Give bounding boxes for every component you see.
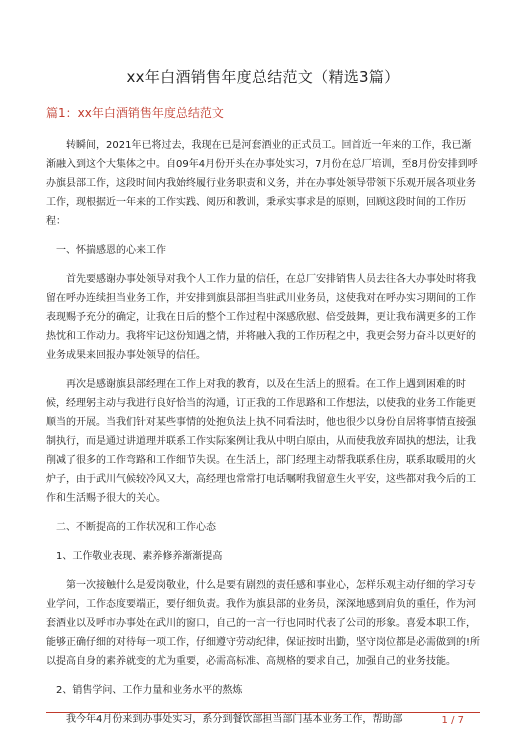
paragraph: 转瞬间，2021年已将过去，我现在已是河套酒业的正式员工。回首近一年来的工作，我已渐渐融入到这个大集体之中。自09年4月份开头在办事处实习，7月份在总厂培训，至8月份安排到呼办旗县部工作，这段时间内我始终履行业务职责和义务，并在办事处领导带领下乐观开展各项业务工作，现根据近一年来的工作实践、阅历和教训，秉承实事求是的原则，回顾这段时间的工作历程： <box>46 140 478 227</box>
page-indicator: 1 / 7 <box>441 715 464 726</box>
paragraph: 我今年4月份来到办事处实习，系分到餐饮部担当部门基本业务工作，帮助部 <box>66 714 403 725</box>
footer-divider <box>46 712 480 713</box>
subheading: 2、销售学问、工作力量和业务水平的熬炼 <box>56 685 243 696</box>
subheading: 1、工作敬业表现、素养修养渐渐提高 <box>56 551 223 562</box>
subheading: 二、不断提高的工作状况和工作心态 <box>56 522 216 533</box>
paragraph: 第一次接触什么是爱岗敬业，什么是要有剧烈的责任感和事业心，怎样乐观主动仔细的学习专业学问，工作态度要端正，要仔细负责。我作为旗县部的业务员，深深地感到肩负的重任，作为河套酒业以及呼市办事处在武川的窗口，自己的一言一行也同时代表了公司的形象。喜爱本职工作，能够正确仔细的对待每一项工作，仔细遵守劳动纪律，保证按时出勤，坚守岗位都是必需做到的!所以提高自身的素养就变的尤为重要，必需高标准、高规格的要求自己，加强自己的业务技能。 <box>46 580 481 667</box>
section-title: 篇1：xx年白酒销售年度总结范文 <box>46 106 224 120</box>
document-body <box>46 136 480 729</box>
paragraph: 首先要感谢办事处领导对我个人工作力量的信任，在总厂安排销售人员去往各大办事处时将我留在呼办连续担当业务工作，并安排到旗县部担当驻武川业务员，这使我对在呼办实习期间的工作表现赐予充分的确定，让我在日后的整个工作过程中深感欣慰、倍受鼓舞，更让我布满更多的工作热忱和工作动力。我将牢记这份知遇之情，并将融入我的工作历程之中，我更会努力奋斗以更好的业务成果来回报办事处领导的信任。 <box>46 274 476 361</box>
document-title: xx年白酒销售年度总结范文（精选3篇） <box>126 68 400 86</box>
paragraph: 再次是感谢旗县部经理在工作上对我的教育，以及在生活上的照看。在工作上遇到困难的时候，经理躬主动与我进行良好恰当的沟通，订正我的工作思路和工作想法，以使我的业务工作能更顺当的开展。当我们针对某些事情的处抱负法上执不同看法时，他也很少以身份自居将事情直接强制执行，而是通过讲道理并联系工作实际案例让我从中明白原由，从而使我放弃固执的想法，让我削减了很多的工作弯路和工作细节失误。在生活上，部门经理主动帮我联系住房，联系取暖用的火炉子，由于武川气候较冷风又大，高经理也常常打电话嘱咐我留意生火平安，这些都对我今后的工作和生活赐予很大的关心。 <box>46 379 476 504</box>
subheading: 一、怀揣感恩的心来工作 <box>56 245 166 256</box>
